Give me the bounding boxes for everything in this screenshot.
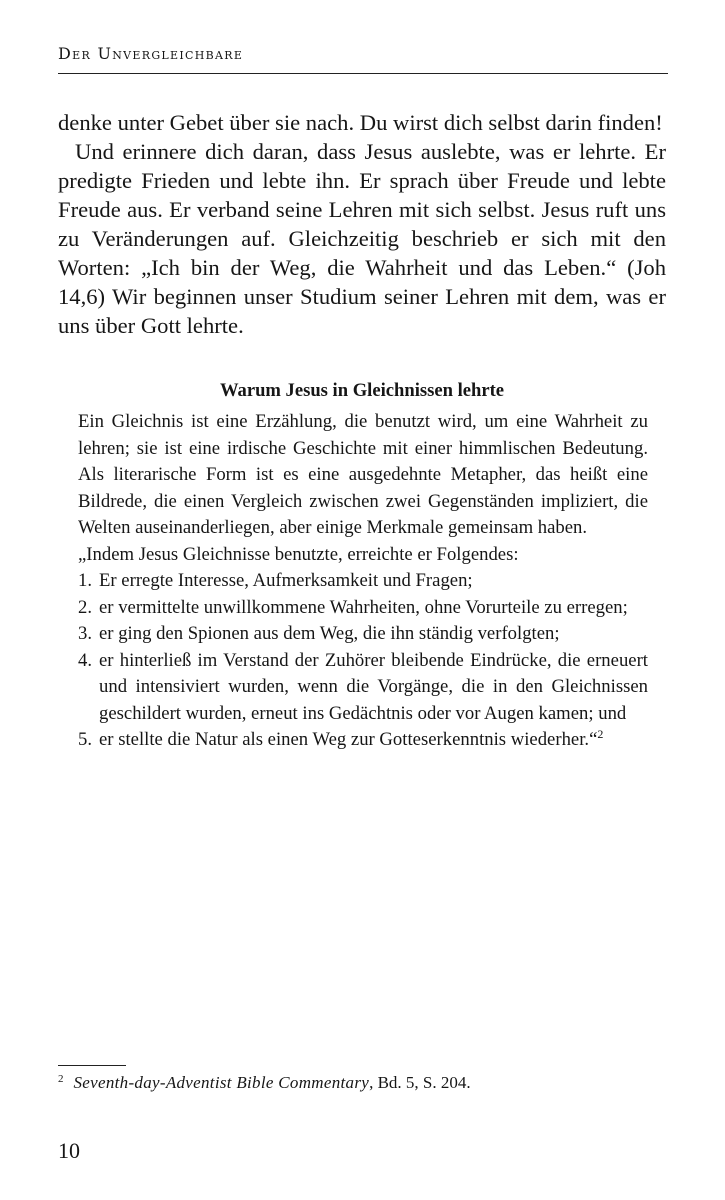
list-item-number: 4. (78, 649, 93, 671)
block-quote (78, 409, 648, 754)
list-item-number: 1. (78, 570, 93, 591)
footnote (58, 1073, 668, 1093)
body-paragraph-1: denke unter Gebet über sie nach. Du wirst dich selbst darin finden! (58, 110, 663, 135)
list-item (78, 595, 648, 622)
list-item-text: er vermittelte unwillkommene Wahrheiten, ohne Vorurteile zu erregen; (99, 596, 628, 618)
running-header (58, 44, 668, 63)
footnote-reference: 2 (597, 727, 604, 741)
quote-intro: „Indem Jesus Gleichnisse benutzte, erreichte er Folgendes: (78, 543, 519, 565)
footnote-mark: 2 (58, 1073, 64, 1085)
running-header-initial-2: U (97, 44, 113, 63)
running-header-word-2: nvergleichbare (112, 44, 244, 63)
list-item-text: er stellte die Natur als einen Weg zur Gotteserkenntnis wiederher.“ (99, 729, 598, 750)
running-header-word-1: er (72, 44, 92, 63)
list-item-text: er hinterließ im Verstand der Zuhörer bleibende Eindrücke, die erneuert und intensiviert wurden, wenn die Vorgänge, die in den Gleichnissen geschildert wurden, erneut ins Gedächtnis oder vor Augen kamen; und (99, 649, 648, 724)
list-item-number: 3. (78, 623, 93, 644)
list-item (78, 727, 648, 754)
quote-paragraph: Ein Gleichnis ist eine Erzählung, die benutzt wird, um eine Wahrheit zu lehren; sie ist eine irdische Geschichte mit einer himmlischen Bedeutung. Als literarische Form ist es eine ausgedehnte Metapher, das heißt eine Bildrede, die einen Vergleich zwischen zwei Gegenständen impliziert, die Welten auseinanderliegen, aber einige Merkmale gemeinsam haben. (78, 411, 648, 538)
list-item (78, 648, 648, 728)
running-header-initial-1: D (58, 44, 73, 63)
list-item-text: Er erregte Interesse, Aufmerksamkeit und Fragen; (99, 570, 473, 591)
footnote-source-details: , Bd. 5, S. 204. (369, 1073, 471, 1092)
list-item (78, 621, 648, 648)
list-item-number: 2. (78, 596, 93, 618)
header-rule (58, 73, 668, 74)
numbered-list (78, 568, 648, 754)
footnote-source-title: Seventh-day-Adventist Bible Commentary (73, 1073, 370, 1092)
footnote-rule (58, 1065, 126, 1066)
list-item-text: er ging den Spionen aus dem Weg, die ihn ständig verfolgten; (99, 623, 560, 644)
page-number: 10 (58, 1138, 80, 1163)
body-text (58, 108, 666, 340)
list-item (78, 568, 648, 595)
body-paragraph-2: Und erinnere dich daran, dass Jesus auslebte, was er lehrte. Er predigte Frieden und lebte ihn. Er sprach über Freude und lebte Freude aus. Er verband seine Lehren mit sich selbst. Jesus ruft uns zu Veränderungen auf. Gleichzeitig beschrieb er sich mit den Worten: „Ich bin der Weg, die Wahrheit und das Leben.“ (Joh 14,6) Wir beginnen unser Studium seiner Lehren mit dem, was er uns über Gott lehrte. (58, 139, 666, 338)
section-heading: Warum Jesus in Gleichnissen lehrte (219, 380, 505, 401)
list-item-number: 5. (78, 729, 93, 750)
